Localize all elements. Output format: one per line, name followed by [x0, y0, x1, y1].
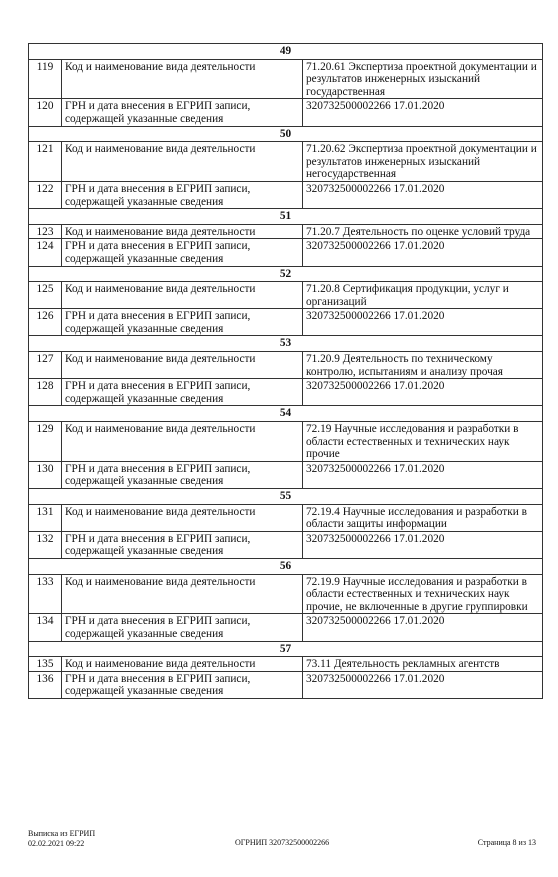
row-number: 127 — [29, 352, 62, 379]
table-row — [29, 181, 543, 208]
row-label: ГРН и дата внесения в ЕГРИП записи, содержащей указанные сведения — [62, 461, 303, 488]
row-label: Код и наименование вида деятельности — [62, 142, 303, 182]
row-value: 320732500002266 17.01.2020 — [303, 461, 543, 488]
row-value: 71.20.8 Сертификация продукции, услуг и организаций — [303, 282, 543, 309]
section-header-row — [29, 266, 543, 282]
row-number: 128 — [29, 379, 62, 406]
section-number: 54 — [29, 406, 543, 422]
table-body — [29, 44, 543, 699]
row-value: 320732500002266 17.01.2020 — [303, 181, 543, 208]
table-row — [29, 142, 543, 182]
row-value: 73.11 Деятельность рекламных агентств — [303, 657, 543, 672]
row-value: 71.20.9 Деятельность по техническому контролю, испытаниям и анализу прочая — [303, 352, 543, 379]
row-number: 129 — [29, 422, 62, 462]
section-header-row — [29, 44, 543, 60]
row-label: ГРН и дата внесения в ЕГРИП записи, содержащей указанные сведения — [62, 309, 303, 336]
table-row — [29, 614, 543, 641]
row-number: 133 — [29, 574, 62, 614]
row-value: 320732500002266 17.01.2020 — [303, 531, 543, 558]
section-header-row — [29, 336, 543, 352]
row-value: 320732500002266 17.01.2020 — [303, 309, 543, 336]
row-value: 71.20.7 Деятельность по оценке условий труда — [303, 224, 543, 239]
table-row — [29, 657, 543, 672]
row-label: ГРН и дата внесения в ЕГРИП записи, содержащей указанные сведения — [62, 614, 303, 641]
row-label: Код и наименование вида деятельности — [62, 504, 303, 531]
row-number: 130 — [29, 461, 62, 488]
section-number: 49 — [29, 44, 543, 60]
row-number: 122 — [29, 181, 62, 208]
row-number: 126 — [29, 309, 62, 336]
row-value: 320732500002266 17.01.2020 — [303, 99, 543, 126]
row-number: 135 — [29, 657, 62, 672]
table-row — [29, 574, 543, 614]
footer-ogrnip: ОГРНИП 320732500002266 — [235, 838, 330, 847]
section-header-row — [29, 209, 543, 225]
row-label: Код и наименование вида деятельности — [62, 657, 303, 672]
section-header-row — [29, 406, 543, 422]
row-value: 320732500002266 17.01.2020 — [303, 614, 543, 641]
row-number: 124 — [29, 239, 62, 266]
table-row — [29, 224, 543, 239]
row-label: ГРН и дата внесения в ЕГРИП записи, содержащей указанные сведения — [62, 99, 303, 126]
row-label: Код и наименование вида деятельности — [62, 422, 303, 462]
table-row — [29, 282, 543, 309]
row-label: ГРН и дата внесения в ЕГРИП записи, содержащей указанные сведения — [62, 239, 303, 266]
footer-page-number: Страница 8 из 13 — [477, 838, 536, 847]
footer-doc-datetime: 02.02.2021 09:22 — [28, 838, 85, 848]
table-row — [29, 59, 543, 99]
row-number: 132 — [29, 531, 62, 558]
table-row — [29, 239, 543, 266]
section-header-row — [29, 126, 543, 142]
section-number: 51 — [29, 209, 543, 225]
section-number: 55 — [29, 489, 543, 505]
row-label: ГРН и дата внесения в ЕГРИП записи, содержащей указанные сведения — [62, 671, 303, 698]
row-label: Код и наименование вида деятельности — [62, 59, 303, 99]
footer-doc-title: Выписка из ЕГРИП — [28, 829, 96, 838]
section-header-row — [29, 558, 543, 574]
row-label: Код и наименование вида деятельности — [62, 352, 303, 379]
row-value: 320732500002266 17.01.2020 — [303, 671, 543, 698]
row-number: 121 — [29, 142, 62, 182]
table-row — [29, 379, 543, 406]
row-value: 72.19.9 Научные исследования и разработки в области естественных и технических наук прочие, не включенные в другие группировки — [303, 574, 543, 614]
row-label: Код и наименование вида деятельности — [62, 574, 303, 614]
row-number: 119 — [29, 59, 62, 99]
row-value: 71.20.61 Экспертиза проектной документации и результатов инженерных изысканий государственная — [303, 59, 543, 99]
table-row — [29, 671, 543, 698]
table-row — [29, 504, 543, 531]
table-row — [29, 99, 543, 126]
row-number: 131 — [29, 504, 62, 531]
row-value: 320732500002266 17.01.2020 — [303, 379, 543, 406]
table-row — [29, 461, 543, 488]
table-row — [29, 309, 543, 336]
section-number: 52 — [29, 266, 543, 282]
row-number: 134 — [29, 614, 62, 641]
row-number: 120 — [29, 99, 62, 126]
section-header-row — [29, 641, 543, 657]
section-number: 57 — [29, 641, 543, 657]
row-label: ГРН и дата внесения в ЕГРИП записи, содержащей указанные сведения — [62, 531, 303, 558]
footer-left — [28, 829, 95, 848]
section-number: 56 — [29, 558, 543, 574]
section-header-row — [29, 489, 543, 505]
table-row — [29, 531, 543, 558]
table-row — [29, 422, 543, 462]
row-number: 123 — [29, 224, 62, 239]
row-label: ГРН и дата внесения в ЕГРИП записи, содержащей указанные сведения — [62, 379, 303, 406]
row-label: Код и наименование вида деятельности — [62, 224, 303, 239]
section-number: 50 — [29, 126, 543, 142]
table-row — [29, 352, 543, 379]
row-number: 125 — [29, 282, 62, 309]
egrip-activities-table — [28, 43, 543, 699]
row-value: 71.20.62 Экспертиза проектной документации и результатов инженерных изысканий негосударственная — [303, 142, 543, 182]
row-label: Код и наименование вида деятельности — [62, 282, 303, 309]
row-value: 320732500002266 17.01.2020 — [303, 239, 543, 266]
section-number: 53 — [29, 336, 543, 352]
row-label: ГРН и дата внесения в ЕГРИП записи, содержащей указанные сведения — [62, 181, 303, 208]
row-value: 72.19.4 Научные исследования и разработки в области защиты информации — [303, 504, 543, 531]
row-value: 72.19 Научные исследования и разработки в области естественных и технических наук прочие — [303, 422, 543, 462]
row-number: 136 — [29, 671, 62, 698]
